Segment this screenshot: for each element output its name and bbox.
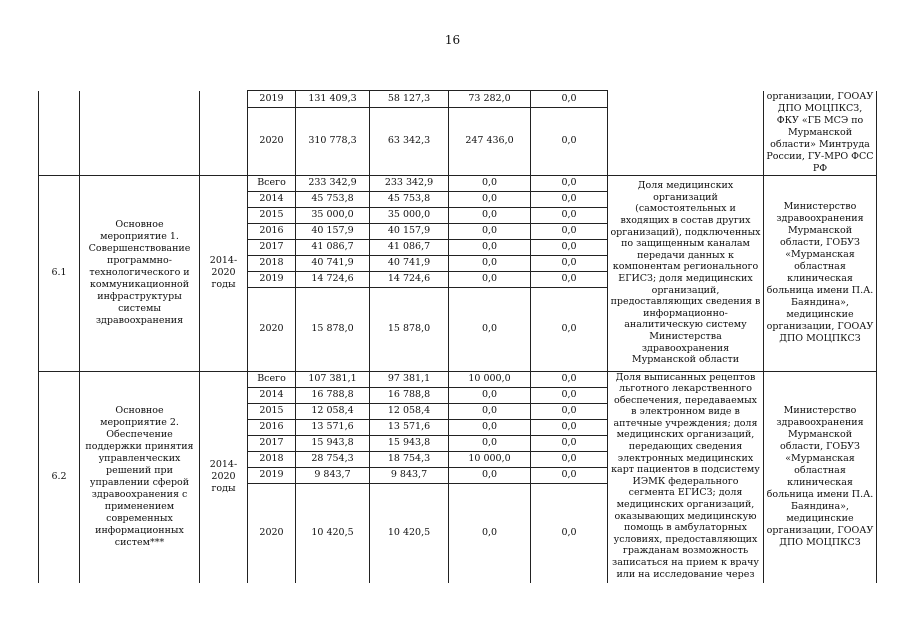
year-cell: 2015 xyxy=(248,403,296,419)
year-cell: 2017 xyxy=(248,239,296,255)
total-cell: 131 409,3 xyxy=(296,91,370,108)
source2-cell: 247 436,0 xyxy=(449,108,531,175)
cont-executor-cell: организации, ГООАУ ДПО МОЦПКСЗ, ФКУ «ГБ МСЭ по Мурманской области» Минтруда России, ГУ-МРО ФСС РФ xyxy=(764,91,877,176)
year-cell: 2020 xyxy=(248,483,296,583)
total-cell: 107 381,1 xyxy=(296,371,370,387)
source1-cell: 12 058,4 xyxy=(370,403,449,419)
year-cell: 2014 xyxy=(248,387,296,403)
year-cell: 2016 xyxy=(248,223,296,239)
year-cell: Всего xyxy=(248,371,296,387)
year-cell: 2019 xyxy=(248,271,296,287)
source1-cell: 16 788,8 xyxy=(370,387,449,403)
year-cell: 2019 xyxy=(248,91,296,108)
cont-indicator-cell xyxy=(608,91,764,176)
source2-cell: 73 282,0 xyxy=(449,91,531,108)
total-cell: 12 058,4 xyxy=(296,403,370,419)
source3-cell: 0,0 xyxy=(531,451,608,467)
source2-cell: 0,0 xyxy=(449,239,531,255)
total-cell: 41 086,7 xyxy=(296,239,370,255)
year-cell: 2018 xyxy=(248,255,296,271)
total-cell: 15 878,0 xyxy=(296,287,370,371)
source1-cell: 40 157,9 xyxy=(370,223,449,239)
period-cell: 2014-2020 годы xyxy=(200,175,248,371)
total-cell: 45 753,8 xyxy=(296,191,370,207)
table-row xyxy=(39,175,877,191)
executor-cell: Министерство здравоохранения Мурманской области, ГОБУЗ «Мурманская областная клиническая больница имени П.А. Баяндина», медицинские организации, ГООАУ ДПО МОЦПКСЗ xyxy=(764,175,877,371)
total-cell: 13 571,6 xyxy=(296,419,370,435)
indicator-cell: Доля выписанных рецептов льготного лекарственного обеспечения, передаваемых в электронном виде в аптечные учреждения; доля медицинских организаций, передающих сведения электронных медицинских карт пациентов в подсистему ИЭМК федерального сегмента ЕГИСЗ; доля медицинских организаций, оказывающих медицинскую помощь в амбулаторных условиях, предоставляющих гражданам возможность записаться на прием к врачу или на исследование через xyxy=(608,371,764,583)
source2-cell: 10 000,0 xyxy=(449,451,531,467)
source3-cell: 0,0 xyxy=(531,239,608,255)
period-cell: 2014-2020 годы xyxy=(200,371,248,583)
source1-cell: 9 843,7 xyxy=(370,467,449,483)
source3-cell: 0,0 xyxy=(531,255,608,271)
source3-cell: 0,0 xyxy=(531,108,608,175)
source2-cell: 10 000,0 xyxy=(449,371,531,387)
source3-cell: 0,0 xyxy=(531,287,608,371)
source1-cell: 97 381,1 xyxy=(370,371,449,387)
source1-cell: 63 342,3 xyxy=(370,108,449,175)
activity-name: Основное мероприятие 2. Обеспечение поддержки принятия управленческих решений при управлении сферой здравоохранения с применением современных информационных систем*** xyxy=(80,371,200,583)
source1-cell: 40 741,9 xyxy=(370,255,449,271)
year-cell: Всего xyxy=(248,175,296,191)
source1-cell: 41 086,7 xyxy=(370,239,449,255)
year-cell: 2019 xyxy=(248,467,296,483)
source3-cell: 0,0 xyxy=(531,91,608,108)
source3-cell: 0,0 xyxy=(531,271,608,287)
table-row xyxy=(39,371,877,387)
source1-cell: 58 127,3 xyxy=(370,91,449,108)
source2-cell: 0,0 xyxy=(449,255,531,271)
source3-cell: 0,0 xyxy=(531,483,608,583)
indicator-cell: Доля медицинских организаций (самостоятельных и входящих в состав других организаций), подключенных по защищенным каналам передачи данных к компонентам регионального ЕГИСЗ; доля медицинских организаций, предоставляющих сведения в информационно-аналитическую систему Министерства здравоохранения Мурманской области xyxy=(608,175,764,371)
source1-cell: 45 753,8 xyxy=(370,191,449,207)
total-cell: 28 754,3 xyxy=(296,451,370,467)
total-cell: 15 943,8 xyxy=(296,435,370,451)
year-cell: 2020 xyxy=(248,108,296,175)
source2-cell: 0,0 xyxy=(449,419,531,435)
year-cell: 2016 xyxy=(248,419,296,435)
source3-cell: 0,0 xyxy=(531,223,608,239)
total-cell: 9 843,7 xyxy=(296,467,370,483)
source3-cell: 0,0 xyxy=(531,419,608,435)
source2-cell: 0,0 xyxy=(449,467,531,483)
cont-name-cell xyxy=(80,91,200,176)
source1-cell: 35 000,0 xyxy=(370,207,449,223)
year-cell: 2020 xyxy=(248,287,296,371)
total-cell: 14 724,6 xyxy=(296,271,370,287)
source1-cell: 233 342,9 xyxy=(370,175,449,191)
total-cell: 35 000,0 xyxy=(296,207,370,223)
source3-cell: 0,0 xyxy=(531,387,608,403)
total-cell: 16 788,8 xyxy=(296,387,370,403)
year-cell: 2015 xyxy=(248,207,296,223)
source2-cell: 0,0 xyxy=(449,387,531,403)
section-number: 6.2 xyxy=(39,371,80,583)
total-cell: 310 778,3 xyxy=(296,108,370,175)
source2-cell: 0,0 xyxy=(449,435,531,451)
total-cell: 40 741,9 xyxy=(296,255,370,271)
source3-cell: 0,0 xyxy=(531,403,608,419)
total-cell: 10 420,5 xyxy=(296,483,370,583)
source1-cell: 18 754,3 xyxy=(370,451,449,467)
total-cell: 233 342,9 xyxy=(296,175,370,191)
source2-cell: 0,0 xyxy=(449,403,531,419)
source1-cell: 10 420,5 xyxy=(370,483,449,583)
section-number: 6.1 xyxy=(39,175,80,371)
total-cell: 40 157,9 xyxy=(296,223,370,239)
executor-cell: Министерство здравоохранения Мурманской области, ГОБУЗ «Мурманская областная клиническая больница имени П.А. Баяндина», медицинские организации, ГООАУ ДПО МОЦПКСЗ xyxy=(764,371,877,583)
source3-cell: 0,0 xyxy=(531,175,608,191)
cont-num-cell xyxy=(39,91,80,176)
source2-cell: 0,0 xyxy=(449,483,531,583)
source3-cell: 0,0 xyxy=(531,435,608,451)
year-cell: 2014 xyxy=(248,191,296,207)
page-number: 16 xyxy=(444,33,461,47)
year-cell: 2018 xyxy=(248,451,296,467)
source2-cell: 0,0 xyxy=(449,287,531,371)
source2-cell: 0,0 xyxy=(449,191,531,207)
source2-cell: 0,0 xyxy=(449,175,531,191)
source2-cell: 0,0 xyxy=(449,271,531,287)
source2-cell: 0,0 xyxy=(449,207,531,223)
source3-cell: 0,0 xyxy=(531,191,608,207)
table-row xyxy=(39,91,877,108)
program-table xyxy=(38,90,877,583)
source2-cell: 0,0 xyxy=(449,223,531,239)
cont-period-cell xyxy=(200,91,248,176)
source1-cell: 15 943,8 xyxy=(370,435,449,451)
source1-cell: 13 571,6 xyxy=(370,419,449,435)
source3-cell: 0,0 xyxy=(531,371,608,387)
source1-cell: 14 724,6 xyxy=(370,271,449,287)
source3-cell: 0,0 xyxy=(531,467,608,483)
source1-cell: 15 878,0 xyxy=(370,287,449,371)
year-cell: 2017 xyxy=(248,435,296,451)
activity-name: Основное мероприятие 1. Совершенствование программно-технологического и коммуникационной инфраструктуры системы здравоохранения xyxy=(80,175,200,371)
source3-cell: 0,0 xyxy=(531,207,608,223)
